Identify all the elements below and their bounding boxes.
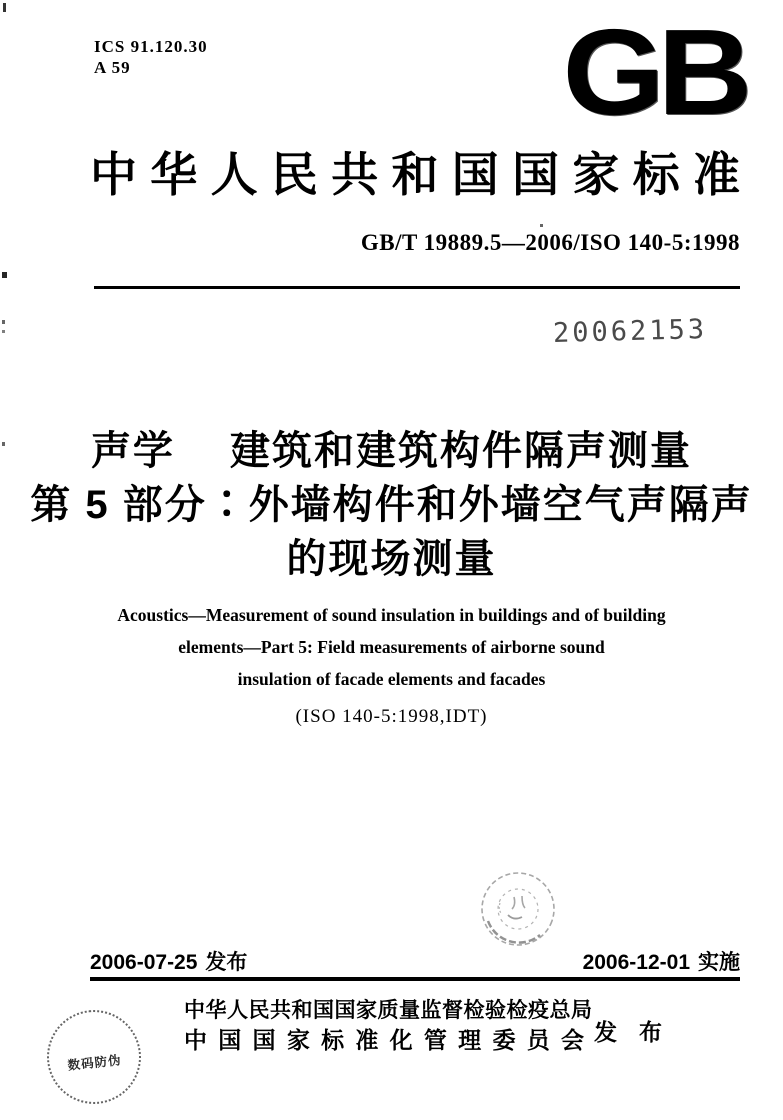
doc-class-code: A 59 [94, 58, 131, 77]
scan-artifact [2, 442, 5, 446]
chinese-title-line2: 第 5 部分∶外墙构件和外墙空气声隔声 [30, 483, 753, 527]
issuing-bodies [184, 995, 593, 1056]
stamped-serial-number: 20062153 [552, 313, 708, 350]
certification-seal-icon [478, 869, 558, 949]
issue-date-label: 发布 [205, 951, 248, 974]
scan-artifact [2, 272, 7, 278]
english-title [0, 599, 783, 695]
chinese-title-line3: 的现场测量 [286, 537, 497, 581]
top-rule [94, 286, 740, 289]
issue-date-group [90, 946, 247, 976]
implement-date-group [583, 946, 740, 976]
bottom-rule [90, 977, 740, 981]
release-label: 发布 [594, 1020, 684, 1045]
english-title-line1: Acoustics—Measurement of sound insulation in buildings and of building [117, 605, 666, 625]
issuer-aqsiq: 中华人民共和国国家质量监督检验检疫总局 [184, 998, 593, 1022]
implement-date: 2006-12-01 [582, 951, 690, 974]
dates-row [90, 946, 740, 976]
iso-adoption-note: (ISO 140-5:1998,IDT) [295, 706, 488, 727]
english-title-line2: elements—Part 5: Field measurements of airborne sound [178, 637, 605, 657]
chinese-title [0, 424, 783, 586]
issue-date: 2006-07-25 [90, 951, 198, 974]
scan-artifact [540, 224, 543, 227]
scan-artifact [2, 320, 5, 324]
standard-number: GB/T 19889.5—2006/ISO 140-5:1998 [360, 230, 740, 255]
ics-block [94, 36, 208, 78]
anti-counterfeit-stamp [42, 1005, 145, 1108]
scan-artifact [2, 330, 5, 333]
english-title-line3: insulation of facade elements and facades [237, 669, 546, 689]
ics-code: ICS 91.120.30 [94, 37, 208, 56]
issuer-sac: 中国国家标准化管理委员会 [184, 1028, 584, 1053]
gb-logo: GB [562, 4, 745, 140]
chinese-title-line1: 声学 建筑和建筑构件隔声测量 [90, 429, 693, 473]
anti-counterfeit-label: 数码防伪 [67, 1053, 123, 1073]
implement-date-label: 实施 [698, 951, 740, 974]
scan-artifact [3, 3, 6, 12]
national-standard-heading: 中华人民共和国国家标准 [90, 150, 740, 202]
